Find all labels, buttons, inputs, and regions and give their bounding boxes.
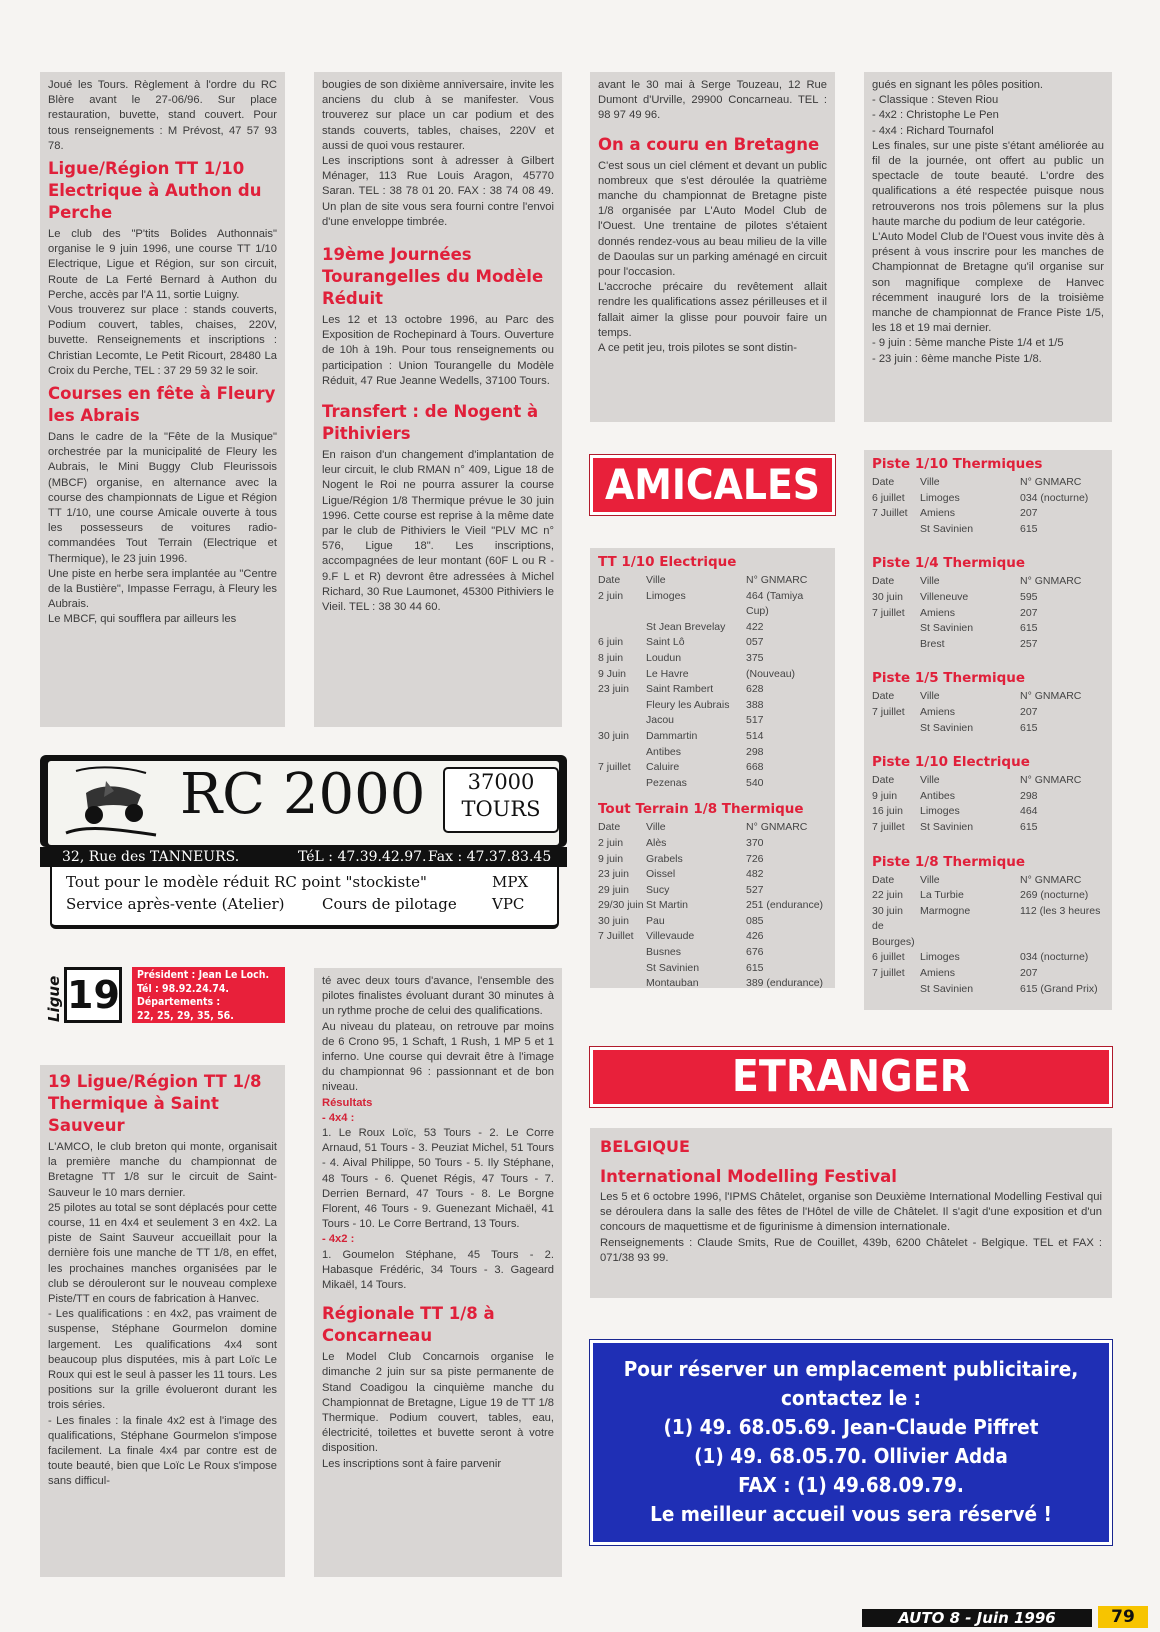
table-cell: Loudun [646, 651, 682, 664]
table-row [598, 620, 827, 636]
table-cell [872, 522, 920, 538]
article-text: Les 12 et 13 octobre 1996, au Parc des Exposition de Rochepinard à Tours. Ouverture de 10h à 19h. Pour tous renseignements ou participation : Union Tourangelle du Modèle Réduit, 47 Rue Jeanne Wedells, 37100 Tours. [322, 314, 554, 387]
table-cell: 615 [1020, 522, 1038, 535]
article-title-authon: Ligue/Région TT 1/10 Electrique à Authon du Perche [48, 159, 262, 223]
article-text: C'est sous un ciel clément et devant un public nombreux que s'est déroulée la quatrième manche du championnat de Bretagne piste 1/8 organisée par L'Auto Model Club de l'Ouest. Une trentaine de pilotes s'étaient donnés rendez-vous au beau milieu de la ville de Daoulas sur un parking aménagé en circuit pour l'occasion. [598, 159, 827, 279]
table-header-cell: Ville [920, 873, 940, 886]
table-header-row [872, 689, 1104, 705]
table-cell [598, 961, 646, 977]
table-cell [872, 982, 920, 998]
table-cell [598, 945, 646, 961]
table-cell: 388 [746, 698, 764, 711]
table-row [598, 729, 827, 745]
rc-car-jump-logo [56, 763, 166, 843]
article-text: Les inscriptions sont à adresser à Gilbert Ménager, 113 Rue Louis Aragon, 45770 Saran. TEL : 38 78 01 20. FAX : 38 74 08 49. Un plan de site vous sera fourni contre l'envoi d'une enveloppe timbrée. [322, 155, 554, 228]
table-cell: 16 juin [872, 805, 903, 818]
table-header-cell: Ville [920, 476, 940, 488]
table-cell: Amiens [920, 705, 956, 718]
ligue-president: Président : Jean Le Loch. [137, 969, 270, 981]
ligue-19-header [40, 965, 285, 1027]
table-row [598, 589, 827, 620]
results-label: Résultats [322, 1096, 373, 1109]
table-header-cell: Date [872, 774, 895, 787]
table-title-piste-14-thermique: Piste 1/4 Thermique [872, 555, 1026, 572]
article-title-concarneau: Régionale TT 1/8 à Concarneau [322, 1304, 495, 1346]
article-text: Vous trouverez sur place : stands couverts, Podium couvert, tables, chaises, 220V, buvette. Renseignements et inscriptions : Christian Lecomte, Le Petit Ricourt, 28480 La Croix du Perche, TEL : 37 29 59 32 le soir. [48, 304, 277, 377]
rc2000-tel: TéL : 47.39.42.97. [298, 849, 427, 865]
ligue-depts: 22, 25, 29, 35, 56. [137, 1009, 234, 1022]
table-row [598, 682, 827, 698]
article-title-transfert: Transfert : de Nogent à Pithiviers [322, 402, 539, 444]
article-text: 25 pilotes au total se sont déplacés pour cette course, 11 en 4x4 et seulement 3 en 4x2. La piste de Saint Sauveur accueillait pour la dernière fois une manche de TT 1/8, en effet, les prochaines manches organisées par le club se dérouleront sur le nouveau complexe Piste/TT en cours de fabrication à Hanvec. [48, 1201, 277, 1306]
article-title-tourangelles: 19ème Journées Tourangelles du Modèle Réduit [322, 245, 544, 309]
table-cell: St Savinien [920, 982, 974, 995]
article-text: L'Auto Model Club de l'Ouest vous invite dès à présent à vous inscrire pour les manches de Championnat de Bretagne qu'il organise sur son magnifique complexe de Hanvec récemment inauguré lors de la troisième manche de championnat de France Piste 1/5, les 18 et 19 mai dernier. [872, 231, 1104, 335]
table-header-row [598, 820, 827, 836]
rc2000-services [50, 867, 559, 929]
advertising-contact-box [590, 1340, 1112, 1545]
results-4x2-label: - 4x2 : [322, 1233, 355, 1246]
table-header-cell: Date [598, 821, 621, 834]
table-title-piste-18-thermique: Piste 1/8 Thermique [872, 853, 1026, 870]
issue-footer: AUTO 8 - Juin 1996 [862, 1609, 1092, 1627]
article-text: Une piste en herbe sera implantée au "Centre de la Bustière", Impasse Ferragu, à Fleury les Aubrais. [48, 567, 277, 611]
table-row [598, 776, 827, 792]
table-cell: 9 Juin [598, 667, 627, 680]
table-header-row [872, 574, 1104, 590]
table-title-piste-110-thermiques: Piste 1/10 Thermiques [872, 456, 1043, 472]
table-row [872, 820, 1104, 836]
table-header-cell: N° GNMARC [1020, 774, 1082, 787]
table-row [872, 637, 1104, 653]
table-cell: 2 juin [598, 836, 624, 849]
table-cell: 527 [746, 883, 764, 896]
article-text: Le club des "P'tits Bolides Authonnais" organise le 9 juin 1996, une course TT 1/10 Electrique, Ligue et Région, sur son circuit, Route de La Ferté Bernard à Authon du Perche, accès par l'A 11, sortie Luigny. [48, 228, 277, 301]
table-cell: St Martin [646, 899, 689, 912]
table-cell: Villevaude [646, 930, 695, 943]
table-cell: 30 juin [872, 590, 903, 603]
table-cell: 615 [1020, 820, 1038, 833]
table-cell: St Savinien [920, 721, 974, 734]
table-header-cell: N° GNMARC [1020, 476, 1082, 488]
table-cell: 2 juin [598, 589, 624, 602]
table-cell: Amiens [920, 507, 956, 520]
rc2000-vpc: VPC [492, 895, 525, 913]
table-cell: Caluire [646, 761, 680, 774]
table-cell: 540 [746, 776, 764, 789]
column-1-top [40, 72, 285, 727]
table-row [598, 852, 827, 868]
table-cell: 034 (nocturne) [1020, 491, 1089, 504]
results-4x2: 1. Goumelon Stéphane, 45 Tours - 2. Habasque Frédéric, 34 Tours - 3. Gageard Mikaël, 14 Tours. [322, 1248, 554, 1292]
table-header-cell: N° GNMARC [1020, 575, 1082, 588]
table-cell: 29 juin [598, 883, 629, 896]
table-row [598, 713, 827, 729]
rc2000-mpx: MPX [492, 873, 529, 891]
table-row [598, 836, 827, 852]
table-cell: 370 [746, 836, 764, 849]
rc2000-name: RC 2000 [180, 762, 426, 827]
rc2000-address: 32, Rue des TANNEURS. [62, 849, 240, 865]
table-cell: 30 juin [872, 904, 903, 917]
table-cell: Pezenas [646, 776, 687, 789]
table-row [598, 976, 827, 988]
table-cell: Saint Rambert [646, 683, 714, 696]
table-row [598, 883, 827, 899]
table-header-row [598, 573, 827, 589]
table-row [872, 522, 1104, 538]
table-cell: 112 (les 3 heures [1020, 904, 1101, 917]
table-row [872, 789, 1104, 805]
table-cell: 464 [1020, 805, 1038, 818]
table-cell: Saint Lô [646, 636, 685, 649]
schedule-table [872, 689, 1104, 736]
article-text: Les inscriptions sont à faire parvenir [322, 1457, 502, 1470]
etranger-banner: ETRANGER [590, 1047, 1112, 1107]
pub-line-3: (1) 49. 68.05.69. Jean-Claude Piffret [663, 1415, 1039, 1439]
table-cell: de Bourges) [872, 920, 915, 948]
table-cell: Le Havre [646, 667, 689, 680]
table-cell: Grabels [646, 852, 683, 865]
table-row [598, 898, 827, 914]
table-cell: 269 (nocturne) [1020, 889, 1089, 902]
article-title-fleury: Courses en fête à Fleury les Abrais [48, 384, 276, 426]
table-cell: 207 [1020, 705, 1038, 718]
table-header-cell: Date [872, 873, 895, 886]
list-line: - Classique : Steven Riou [872, 94, 999, 107]
table-header-row [872, 773, 1104, 789]
article-text: Le MBCF, qui soufflera par ailleurs les [48, 613, 237, 626]
column-3-top [590, 72, 835, 422]
table-cell: 034 (nocturne) [1020, 951, 1089, 964]
article-title-bretagne: On a couru en Bretagne [598, 134, 820, 154]
rc2000-city: TOURS [461, 797, 541, 821]
rc2000-line1: Tout pour le modèle réduit RC point "stockiste" [66, 873, 427, 891]
ligue-word: Ligue [45, 975, 63, 1022]
table-cell [598, 713, 646, 729]
table-cell: 615 [746, 961, 764, 974]
table-cell: Limoges [920, 951, 960, 964]
table-cell: Fleury les Aubrais [646, 698, 730, 711]
article-text: En raison d'un changement d'implantation de leur circuit, le club RMAN n° 409, Ligue 18 de Nogent le Roi ne pourra assurer la course Ligue/Région 1/8 Thermique prévue le 30 juin 1996. Cette course est reprise à la même date par le club de Pithiviers le Vieil "PLV MC n° 576, Ligue 18". Les inscriptions, accompagnées de leur montant (60F L ou R - 9.F L et R) devront être adressées à Michel Richard, 30 Rue Laumonet, 45300 Pithiviers le Vieil. TEL : 38 30 44 60. [322, 449, 554, 614]
ligue-tel: Tél : 98.92.24.74. [137, 982, 229, 995]
rc2000-contact-strip [40, 847, 567, 867]
table-row [598, 945, 827, 961]
column-2-top [314, 72, 562, 727]
table-row [872, 491, 1104, 507]
table-cell: Sucy [646, 883, 670, 896]
table-cell: St Savinien [920, 820, 974, 833]
pub-line-1: Pour réserver un emplacement publicitaire, [623, 1357, 1079, 1381]
table-row [598, 651, 827, 667]
table-header-row [872, 873, 1104, 889]
table-header-row [872, 475, 1104, 491]
table-row [872, 966, 1104, 982]
table-cell: 8 juin [598, 651, 624, 664]
pub-line-2: contactez le : [780, 1386, 922, 1410]
table-cell: St Jean Brevelay [646, 620, 726, 633]
table-cell: 7 Juillet [598, 930, 634, 943]
table-header-cell: Ville [646, 821, 666, 834]
table-cell: St Savinien [920, 622, 974, 635]
table-cell [872, 637, 920, 653]
table-cell: Dammartin [646, 729, 698, 742]
article-text: bougies de son dixième anniversaire, invite les anciens du club à se manifester. Vous trouverez sur place un car podium et des stands couverts, tables, chaises, 220V et aussi de quoi vous restaurer. [322, 79, 554, 152]
table-title-piste-15-thermique: Piste 1/5 Thermique [872, 670, 1026, 687]
table-cell: 628 [746, 683, 764, 696]
table-cell: 207 [1020, 507, 1038, 520]
table-header-cell: Date [598, 574, 621, 586]
table-cell: 615 [1020, 622, 1038, 635]
schedule-table [872, 773, 1104, 835]
table-row [598, 929, 827, 945]
article-text: té avec deux tours d'avance, l'ensemble des pilotes finalistes évoluant durant 30 minutes à un rythme proche de celui des qualifications. [322, 975, 554, 1018]
list-line: - 4x4 : Richard Tournafol [872, 124, 994, 137]
article-text: gués en signant les pôles position. [872, 79, 1044, 91]
table-cell: Busnes [646, 946, 682, 959]
intro-text: Joué les Tours. Règlement à l'ordre du RC Blère avant le 27-06/96. Sur place restauration, buvette, stand couvert. Pour tous renseignements : M Prévost, 47 57 93 78. [48, 79, 277, 152]
list-line: - 4x2 : Christophe Le Pen [872, 109, 999, 122]
table-cell: 676 [746, 946, 764, 959]
table-cell: Jacou [646, 714, 675, 727]
article-text: L'accroche précaire du revêtement allait rendre les qualifications assez périlleuses et il fallait aimer la glisse pour pouvoir faire un temps. [598, 281, 827, 339]
table-cell: 057 [746, 636, 764, 649]
table-cell: 085 [746, 914, 764, 927]
table-row [872, 621, 1104, 637]
table-header-cell: Ville [920, 774, 940, 787]
article-text: - Les qualifications : en 4x2, pas vraiment de suspense, Stéphane Gourmelon domine largement. Les qualifications 4x4 sont beaucoup plus disputées, mis à part Loïc Le Roux qui est le seul à passer les 11 tours. Les positions sur la grille évolueront durant les trois séries. [48, 1308, 277, 1412]
rc2000-postcode: 37000 [467, 770, 535, 794]
table-cell: 426 [746, 930, 764, 943]
article-text: - Les finales : la finale 4x2 est à l'image des qualifications, Stéphane Gourmelon s'impose facilement. La finale 4x4 par contre est de toute beauté, bien que Loïc Le Roux s'impose sans difficul- [48, 1414, 277, 1488]
table-header-cell: N° GNMARC [1020, 873, 1082, 886]
rc2000-city-box [443, 767, 559, 833]
results-4x4: 1. Le Roux Loïc, 53 Tours - 2. Le Corre Arnaud, 51 Tours - 3. Peuziat Michel, 51 Tours - 4. Aival Philippe, 50 Tours - 5. Ily Stéphane, 48 Tours - 6. Quenet Régis, 47 Tours - 7. Derrien Bernard, 47 Tours - 8. Le Borgne Florent, 46 Tours - 9. Guenezant Michaël, 41 Tours - 10. Le Corre Bertrand, 13 Tours. [322, 1127, 554, 1231]
table-cell: Limoges [920, 491, 960, 504]
article-text: Au niveau du plateau, on retrouve par moins de 6 Crono 95, 1 Schaft, 1 Rush, 1 MP 5 et 1 inferno. Une course qui devrait être à l'image du championnat 96 : passionnant et de bon niveau. [322, 1020, 554, 1094]
table-row [872, 705, 1104, 721]
table-cell: 298 [1020, 789, 1038, 802]
pub-line-5: FAX : (1) 49.68.09.79. [738, 1473, 964, 1497]
ligue-number: 19 [64, 967, 122, 1023]
table-header-cell: Date [872, 575, 895, 588]
article-text: L'AMCO, le club breton qui monte, organisait la première manche du championnat de Bretagne TT 1/8 sur le circuit de Saint-Sauveur le 10 mars dernier. [48, 1141, 277, 1199]
table-cell: 298 [746, 745, 764, 758]
table-cell: 7 juillet [872, 820, 905, 833]
rc2000-fax: Fax : 47.37.83.45 [428, 849, 552, 865]
article-text: Dans le cadre de la "Fête de la Musique" orchestrée par la municipalité de Fleury les Aubrais, le Mini Buggy Club Fleurissois (MBCF) organise, en alternance avec la course des championnats de Ligue et Région TT 1/10, une course Amicale ouverte à tous les possesseurs de voitures radio-commandées Tout Terrain (Electrique et Thermique), le 23 juin 1996. [48, 431, 277, 565]
table-cell: 251 (endurance) [746, 899, 824, 912]
schedule-table [598, 573, 827, 791]
table-cell: 517 [746, 714, 764, 727]
table-row [598, 745, 827, 761]
rc2000-line2b: Cours de pilotage [322, 895, 457, 913]
article-text: Les 5 et 6 octobre 1996, l'IPMS Châtelet, organise son Deuxième International Modelling Festival qui se déroulera dans la salle des fêtes de l'Hôtel de ville de Châtelet. Il s'agit d'une exposition et d'un concours de maquettisme et de figurinisme à dimension internationale. [600, 1191, 1102, 1234]
table-row [872, 919, 1104, 950]
table-cell: 7 juillet [872, 705, 905, 718]
list-line: - 23 juin : 6ème manche Piste 1/8. [872, 352, 1042, 365]
table-cell: St Savinien [646, 961, 700, 974]
table-cell: 6 juillet [872, 491, 905, 504]
country-title: BELGIQUE [600, 1137, 690, 1156]
table-cell: 30 juin [598, 729, 629, 742]
table-cell: 7 juillet [598, 761, 631, 774]
table-cell: Marmogne [920, 904, 971, 917]
table-cell [872, 621, 920, 637]
table-cell: Oissel [646, 868, 676, 881]
table-cell: 7 Juillet [872, 507, 908, 520]
table-cell: Montauban [646, 977, 699, 988]
table-cell: Amiens [920, 606, 956, 619]
table-cell [598, 776, 646, 792]
table-row [872, 982, 1104, 998]
table-title-tt-thermique: Tout Terrain 1/8 Thermique [598, 801, 804, 818]
table-cell: 9 juin [598, 852, 624, 865]
table-row [598, 961, 827, 977]
table-cell: Brest [920, 637, 945, 650]
table-cell: 257 [1020, 637, 1038, 650]
table-cell: 29/30 juin [598, 899, 644, 912]
amicales-banner: AMICALES [590, 455, 835, 515]
article-title-festival: International Modelling Festival [600, 1167, 897, 1186]
table-row [598, 635, 827, 651]
table-cell: Antibes [646, 745, 682, 758]
page-number: 79 [1098, 1606, 1148, 1628]
table-cell: (Nouveau) [746, 667, 796, 680]
table-cell: 6 juin [598, 636, 624, 649]
table-title-tt-electrique: TT 1/10 Electrique [598, 554, 737, 570]
pub-line-6: Le meilleur accueil vous sera réservé ! [650, 1502, 1052, 1526]
article-text: avant le 30 mai à Serge Touzeau, 12 Rue Dumont d'Urville, 29900 Concarneau. TEL : 98 97 49 96. [598, 79, 827, 122]
table-cell: La Turbie [920, 889, 964, 902]
table-cell: 422 [746, 620, 764, 633]
schedule-table [872, 475, 1104, 537]
table-header-cell: Ville [920, 690, 940, 703]
table-cell: 482 [746, 868, 764, 881]
table-cell: 464 (Tamiya Cup) [746, 589, 804, 618]
pistes-table [864, 450, 1112, 1010]
amicales-table [590, 548, 835, 988]
list-line: - 9 juin : 5ème manche Piste 1/4 et 1/5 [872, 337, 1064, 350]
table-cell [598, 620, 646, 636]
article-text: Les finales, sur une piste s'étant améliorée au fil de la journée, ont offert au public un spectacle de toute beauté. L'ordre des qualifications a été respectée puisque nous retrouverons nos trois pôlemens sur la plus haute marche du podium de leur catégorie. [872, 139, 1104, 228]
table-cell [1020, 919, 1104, 950]
table-header-cell: N° GNMARC [746, 821, 808, 834]
table-cell [598, 698, 646, 714]
table-cell: Limoges [646, 589, 686, 602]
article-text: Renseignements : Claude Smits, Rue de Couillet, 439b, 6200 Châtelet - Belgique. TEL et FAX : 071/38 93 99. [600, 1236, 1102, 1264]
table-cell: 615 (Grand Prix) [1020, 982, 1098, 995]
table-cell: Amiens [920, 967, 956, 980]
table-cell: 30 juin [598, 914, 629, 927]
column-1-bottom [40, 1065, 285, 1577]
table-cell: 207 [1020, 606, 1038, 619]
ligue-info [132, 967, 285, 1023]
table-title-piste-110-electrique: Piste 1/10 Electrique [872, 754, 1030, 771]
table-cell: 668 [746, 761, 764, 774]
rc2000-line2a: Service après-vente (Atelier) [66, 895, 285, 913]
table-row [872, 590, 1104, 606]
table-row [872, 904, 1104, 920]
table-header-cell: N° GNMARC [1020, 690, 1082, 703]
table-header-cell: Ville [646, 574, 666, 586]
table-cell: 389 (endurance) [746, 977, 824, 988]
schedule-table [872, 873, 1104, 998]
table-cell: Antibes [920, 789, 956, 802]
table-header-cell: Ville [920, 575, 940, 588]
pub-line-4: (1) 49. 68.05.70. Ollivier Adda [694, 1444, 1008, 1468]
table-header-cell: Date [872, 690, 895, 703]
rc2000-advert [40, 755, 567, 930]
article-title-saint-sauveur: 19 Ligue/Région TT 1/8 Thermique à Saint Sauveur [48, 1072, 262, 1135]
schedule-table [872, 574, 1104, 652]
article-text: A ce petit jeu, trois pilotes se sont distin- [598, 342, 797, 355]
etranger-article [590, 1128, 1112, 1298]
table-row [598, 698, 827, 714]
table-cell: 375 [746, 651, 764, 664]
results-4x4-label: - 4x4 : [322, 1111, 355, 1124]
table-cell: Limoges [920, 805, 960, 818]
table-cell: 726 [746, 852, 764, 865]
table-row [598, 760, 827, 776]
table-header-cell: N° GNMARC [746, 574, 808, 586]
table-cell: 23 juin [598, 683, 629, 696]
schedule-table [598, 820, 827, 988]
table-cell: 7 juillet [872, 606, 905, 619]
article-text: Le Model Club Concarnois organise le dimanche 2 juin sur sa piste permanente de Stand Coadigou la cinquième manche du Championnat de Bretagne, Ligue 19 de TT 1/8 Thermique. Podium couvert, tables, eau, électricité, toilettes et buvette seront à votre disposition. [322, 1351, 554, 1455]
table-cell [598, 976, 646, 988]
table-row [598, 914, 827, 930]
table-row [872, 804, 1104, 820]
table-cell: 23 juin [598, 868, 629, 881]
table-cell [598, 745, 646, 761]
table-cell: 207 [1020, 967, 1038, 980]
table-cell: Pau [646, 914, 665, 927]
table-cell: 615 [1020, 721, 1038, 734]
table-cell: Villeneuve [920, 590, 969, 603]
table-row [872, 888, 1104, 904]
table-row [598, 867, 827, 883]
table-cell: 22 juin [872, 889, 903, 902]
table-cell: 6 juillet [872, 951, 905, 964]
table-cell: Alès [646, 836, 667, 849]
table-cell: 9 juin [872, 789, 898, 802]
table-cell: St Savinien [920, 522, 974, 535]
table-row [598, 667, 827, 683]
table-row [872, 721, 1104, 737]
table-cell [872, 721, 920, 737]
column-4-top [864, 72, 1112, 422]
column-2-bottom [314, 968, 562, 1577]
table-cell: 514 [746, 729, 764, 742]
table-row [872, 950, 1104, 966]
ligue-depts-label: Départements : [137, 996, 221, 1008]
table-header-cell: Date [872, 476, 895, 488]
table-cell [920, 919, 1020, 950]
table-cell: 595 [1020, 590, 1038, 603]
table-row [872, 606, 1104, 622]
table-cell: 7 juillet [872, 967, 905, 980]
table-row [872, 506, 1104, 522]
